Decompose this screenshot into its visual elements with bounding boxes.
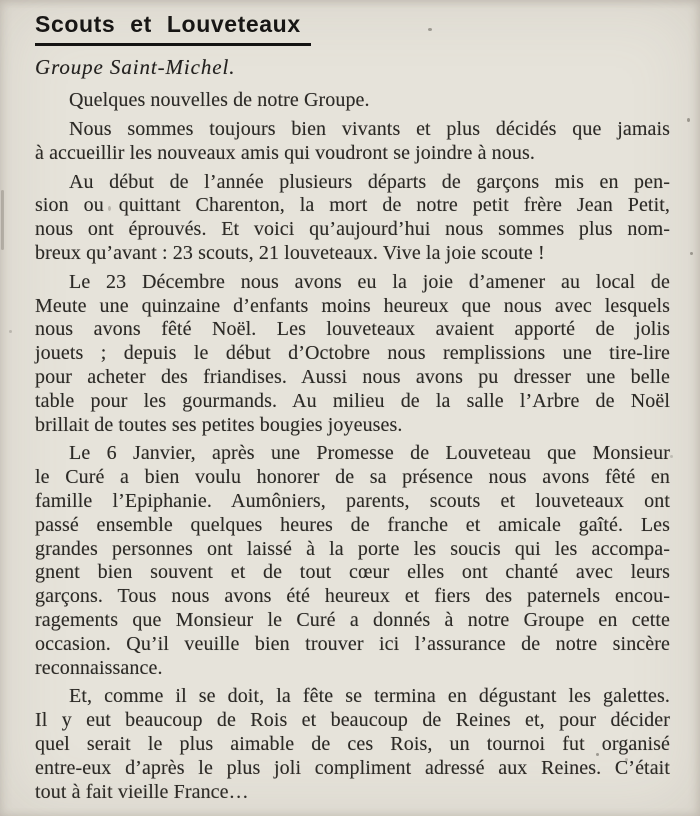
text-line: Le 6 Janvier, après une Promesse de Louveteau que Monsieur [69, 442, 670, 465]
text-line: Quelques nouvelles de notre Groupe. [69, 89, 370, 112]
text-line: le Curé a bien voulu honorer de sa présence nous avons fêté en [35, 466, 670, 489]
text-line: entre-eux d’après le plus joli compliment adressé aux Reines. C’était [35, 756, 670, 779]
text-line: Et, comme il se doit, la fête se termina en dégustant les galettes. [69, 685, 670, 708]
text-line: passé ensemble quelques heures de franche et amicale gaîté. Les [35, 513, 670, 536]
paragraph [35, 271, 670, 438]
text-line: breux qu’avant : 23 scouts, 21 louveteaux. Vive la joie scoute ! [35, 242, 545, 265]
paragraph [35, 118, 670, 166]
text-line: Nous sommes toujours bien vivants et plus décidés que jamais [69, 118, 670, 141]
text-line: occasion. Qu’il veuille bien trouver ici l’assurance de notre sincère [35, 632, 670, 655]
text-line: ragements que Monsieur le Curé a donnés à notre Groupe en cette [35, 609, 670, 632]
page-title: Scouts et Louveteaux [35, 12, 311, 46]
text-line: sion ou quittant Charenton, la mort de notre petit frère Jean Petit, [35, 194, 670, 217]
text-line: grandes personnes ont laissé à la porte les soucis qui les accompa- [35, 537, 670, 560]
text-line: Meute une quinzaine d’enfants moins heureux que nous avec lesquels [35, 294, 670, 317]
scan-speckle [687, 118, 690, 122]
scan-speckle [690, 252, 693, 255]
text-line: gnent bien souvent et de tout cœur elles ont chanté avec leurs [35, 561, 670, 584]
text-line: Le 23 Décembre nous avons eu la joie d’amener au local de [69, 270, 670, 293]
scan-speckle [1, 190, 4, 250]
text-line: jouets ; depuis le début d’Octobre nous remplissions une tire-lire [35, 342, 670, 365]
text-line: table pour les gourmands. Au milieu de la salle l’Arbre de Noël [35, 389, 670, 412]
text-line: famille l’Epiphanie. Aumôniers, parents, scouts et louveteaux ont [35, 490, 670, 513]
text-line: Il y eut beaucoup de Rois et beaucoup de Reines et, pour décider [35, 709, 670, 732]
scan-speckle [428, 28, 432, 31]
text-line: garçons. Tous nous avons été heureux et fiers des paternels encou- [35, 585, 670, 608]
paragraph [35, 171, 670, 266]
article [35, 89, 670, 804]
text-line: reconnaissance. [35, 656, 163, 679]
text-line: tout à fait vieille France… [35, 780, 249, 803]
text-line: quel serait le plus aimable de ces Rois, un tournoi fut organisé [35, 733, 670, 756]
paragraph [35, 442, 670, 680]
text-line: à accueillir les nouveaux amis qui voudront se joindre à nous. [35, 141, 535, 164]
section-subtitle: Groupe Saint-Michel. [35, 55, 236, 80]
text-line: Au début de l’année plusieurs départs de garçons mis en pen- [69, 170, 670, 193]
text-line: brillait de toutes ses petites bougies joyeuses. [35, 413, 403, 436]
text-line: nous ont éprouvés. Et voici qu’aujourd’hui nous sommes plus nom- [35, 218, 670, 241]
text-line: nous avons fêté Noël. Les louveteaux avaient apporté de jolis [35, 318, 670, 341]
text-line: pour acheter des friandises. Aussi nous avons pu dresser une belle [35, 366, 670, 389]
scan-speckle [9, 330, 12, 333]
scan-speckle [670, 455, 673, 458]
paragraph [35, 89, 670, 113]
paragraph [35, 685, 670, 804]
